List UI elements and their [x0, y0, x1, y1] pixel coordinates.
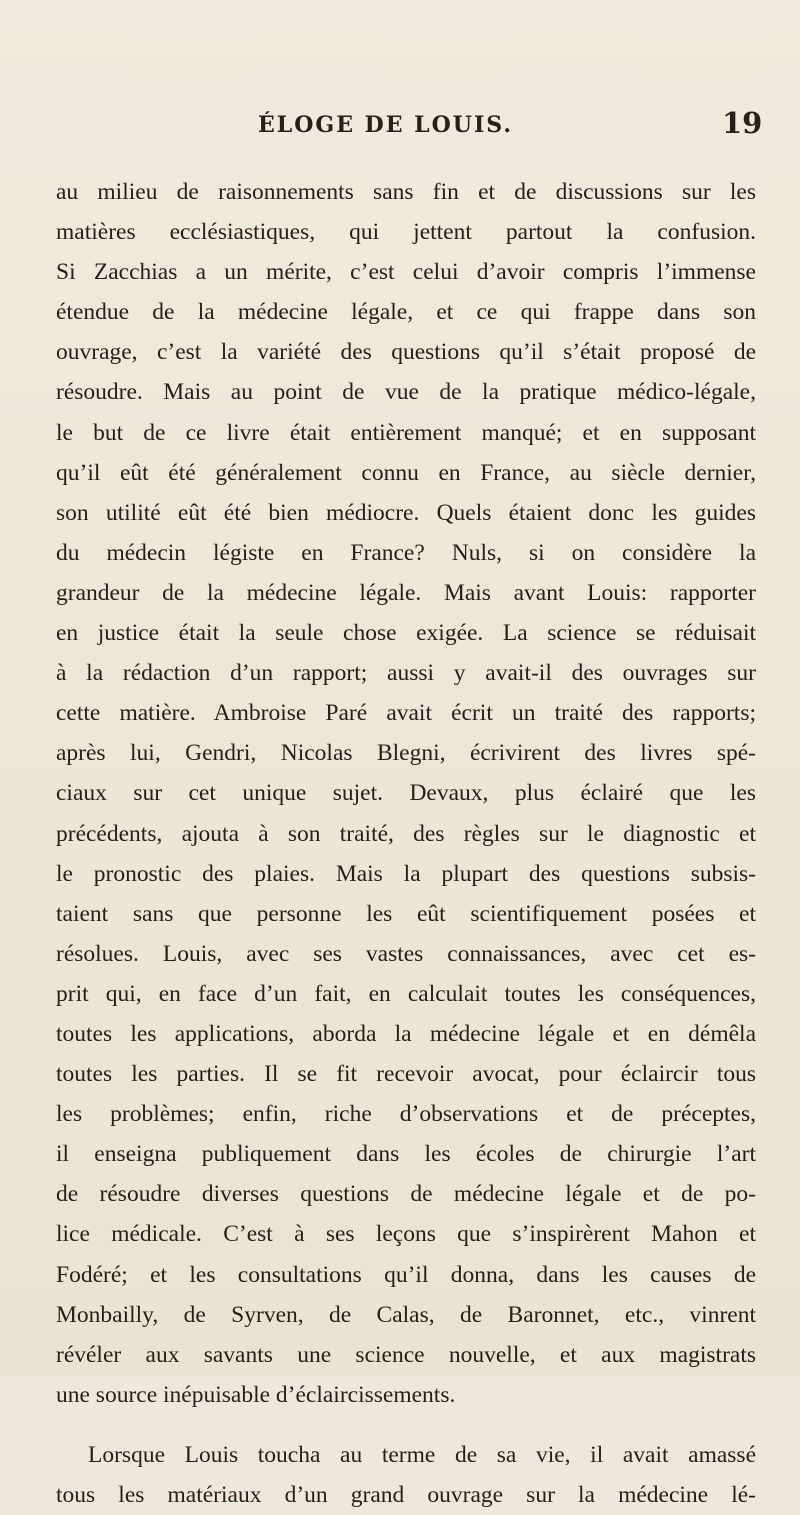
- text-line: toutes les applications, aborda la médecine légale et en démêla: [56, 1020, 756, 1047]
- text-line: les problèmes; enfin, riche d’observations et de préceptes,: [56, 1101, 756, 1128]
- text-line: à la rédaction d’un rapport; aussi y avait-il des ouvrages sur: [56, 660, 756, 687]
- page-number: 19: [722, 106, 763, 140]
- text-line: une source inépuisable d’éclaircissements.: [56, 1381, 456, 1408]
- text-line: de résoudre diverses questions de médecine légale et de po-: [56, 1181, 756, 1208]
- text-line: son utilité eût été bien médiocre. Quels étaient donc les guides: [56, 499, 756, 526]
- text-line: au milieu de raisonnements sans fin et de discussions sur les: [56, 179, 756, 205]
- text-line: prit qui, en face d’un fait, en calculait toutes les conséquences,: [56, 980, 756, 1007]
- text-line: après lui, Gendri, Nicolas Blegni, écrivirent des livres spé-: [56, 740, 756, 767]
- text-line: Lorsque Louis toucha au terme de sa vie, il avait amassé: [88, 1441, 756, 1468]
- text-line: Si Zacchias a un mérite, c’est celui d’avoir compris l’immense: [56, 259, 756, 286]
- text-line: ciaux sur cet unique sujet. Devaux, plus éclairé que les: [56, 780, 756, 807]
- text-line: Fodéré; et les consultations qu’il donna, dans les causes de: [56, 1261, 756, 1288]
- text-line: matières ecclésiastiques, qui jettent partout la confusion.: [56, 219, 756, 246]
- text-line: taient sans que personne les eût scientifiquement posées et: [56, 900, 756, 927]
- text-line: tous les matériaux d’un grand ouvrage sur la médecine lé-: [56, 1482, 756, 1508]
- body-text: [56, 172, 756, 1515]
- paragraph: [56, 1435, 756, 1515]
- text-line: le pronostic des plaies. Mais la plupart des questions subsis-: [56, 860, 756, 887]
- text-line: précédents, ajouta à son traité, des règles sur le diagnostic et: [56, 820, 756, 847]
- text-line: étendue de la médecine légale, et ce qui frappe dans son: [56, 299, 756, 326]
- text-line: le but de ce livre était entièrement manqué; et en supposant: [56, 419, 756, 446]
- text-line: il enseigna publiquement dans les écoles de chirurgie l’art: [56, 1141, 756, 1168]
- paragraph-gap: [56, 1415, 756, 1435]
- text-line: du médecin légiste en France? Nuls, si on considère la: [56, 539, 756, 566]
- text-line: révéler aux savants une science nouvelle, et aux magistrats: [56, 1341, 756, 1368]
- text-line: ouvrage, c’est la variété des questions qu’il s’était proposé de: [56, 339, 756, 366]
- text-line: qu’il eût été généralement connu en France, au siècle dernier,: [56, 459, 756, 486]
- text-line: grandeur de la médecine légale. Mais avant Louis: rapporter: [56, 579, 756, 606]
- running-title: ÉLOGE DE LOUIS.: [258, 112, 513, 138]
- text-line: lice médicale. C’est à ses leçons que s’inspirèrent Mahon et: [56, 1221, 756, 1248]
- text-line: résoudre. Mais au point de vue de la pratique médico-légale,: [56, 379, 756, 406]
- running-head: [0, 104, 800, 144]
- text-line: toutes les parties. Il se fit recevoir avocat, pour éclaircir tous: [56, 1061, 756, 1088]
- text-line: Monbailly, de Syrven, de Calas, de Baronnet, etc., vinrent: [56, 1301, 756, 1328]
- text-line: en justice était la seule chose exigée. La science se réduisait: [56, 620, 756, 647]
- text-line: cette matière. Ambroise Paré avait écrit un traité des rapports;: [56, 700, 756, 727]
- paragraph: [56, 172, 756, 1415]
- text-line: résolues. Louis, avec ses vastes connaissances, avec cet es-: [56, 940, 756, 967]
